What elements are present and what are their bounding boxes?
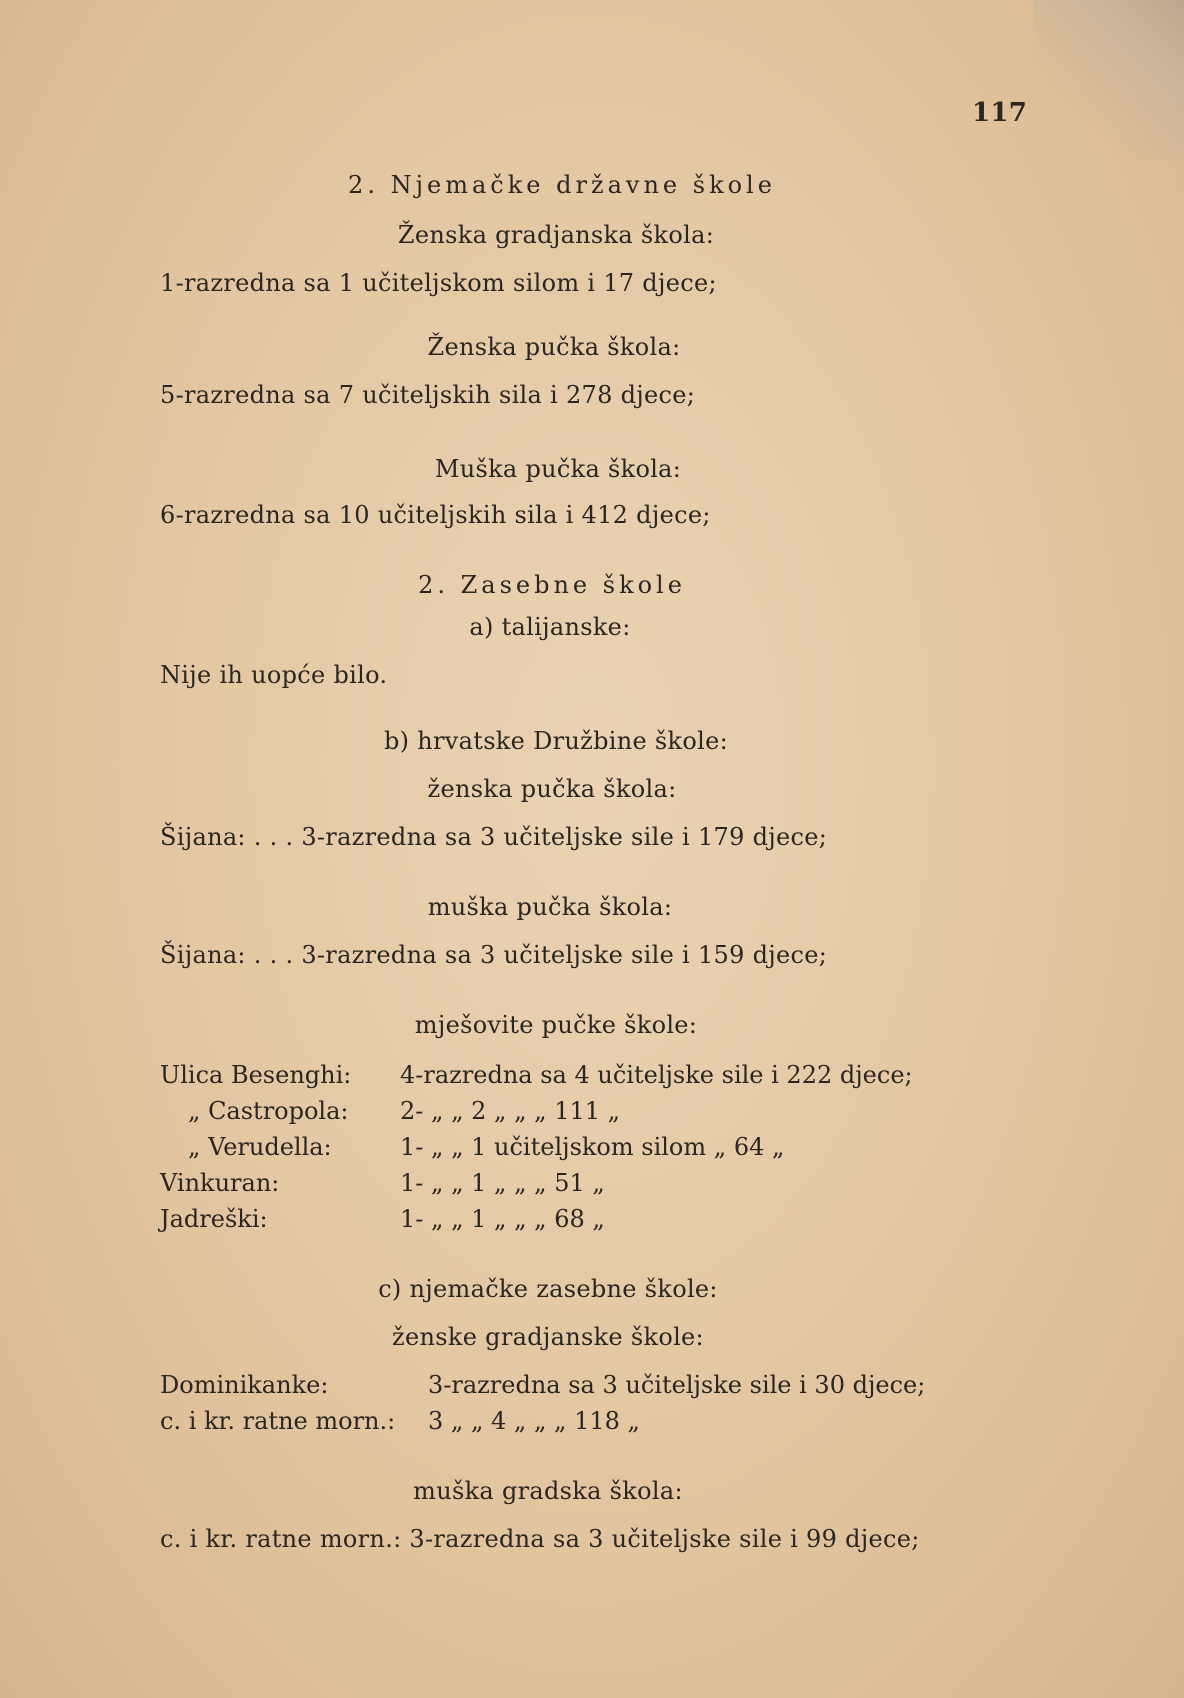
croatian-girls-school-title: ženska pučka škola: bbox=[427, 775, 677, 803]
croatian-boys-school-line: Šijana: . . . 3-razredna sa 3 učiteljske sile i 159 djece; bbox=[160, 941, 828, 969]
german-girls-civic-title: ženske gradjanske škole: bbox=[392, 1323, 704, 1351]
table-row-detail: 1- „ „ 1 „ „ „ 51 „ bbox=[400, 1169, 605, 1197]
table-row-detail: 1- „ „ 1 učiteljskom silom „ 64 „ bbox=[400, 1133, 785, 1161]
table-row-detail: 1- „ „ 1 „ „ „ 68 „ bbox=[400, 1205, 605, 1233]
girls-civic-school-line: 1-razredna sa 1 učiteljskom silom i 17 djece; bbox=[160, 269, 717, 297]
german-private-schools-title: c) njemačke zasebne škole: bbox=[378, 1275, 718, 1303]
croatian-girls-school-line: Šijana: . . . 3-razredna sa 3 učiteljske sile i 179 djece; bbox=[160, 823, 828, 851]
boys-elementary-school-title: Muška pučka škola: bbox=[434, 455, 682, 483]
boys-town-school-title: muška gradska škola: bbox=[413, 1477, 683, 1505]
table-row-place: Dominikanke: bbox=[160, 1371, 329, 1399]
table-row-detail: 3 „ „ 4 „ „ „ 118 „ bbox=[428, 1407, 640, 1435]
croatian-schools-title: b) hrvatske Družbine škole: bbox=[383, 727, 729, 755]
croatian-boys-school-title: muška pučka škola: bbox=[427, 893, 673, 921]
section-heading-private-schools: 2. Zasebne škole bbox=[418, 571, 686, 599]
girls-civic-school-title: Ženska gradjanska škola: bbox=[397, 221, 715, 249]
table-row-detail: 4-razredna sa 4 učiteljske sile i 222 djece; bbox=[400, 1061, 913, 1089]
table-row-place: Ulica Besenghi: bbox=[160, 1061, 352, 1089]
table-row-detail: 2- „ „ 2 „ „ „ 111 „ bbox=[400, 1097, 621, 1125]
table-row-place: „ Castropola: bbox=[188, 1097, 349, 1125]
girls-elementary-school-line: 5-razredna sa 7 učiteljskih sila i 278 djece; bbox=[160, 381, 696, 409]
italian-schools-title: a) talijanske: bbox=[469, 613, 631, 641]
page-number: 117 bbox=[972, 98, 1028, 128]
girls-elementary-school-title: Ženska pučka škola: bbox=[427, 333, 681, 361]
italian-schools-line: Nije ih uopće bilo. bbox=[160, 661, 388, 689]
table-row-place: c. i kr. ratne morn.: bbox=[160, 1407, 396, 1435]
table-row-place: Vinkuran: bbox=[160, 1169, 280, 1197]
table-row-place: „ Verudella: bbox=[188, 1133, 332, 1161]
boys-elementary-school-line: 6-razredna sa 10 učiteljskih sila i 412 djece; bbox=[160, 501, 711, 529]
mixed-schools-title: mješovite pučke škole: bbox=[414, 1011, 698, 1039]
boys-town-school-line: c. i kr. ratne morn.: 3-razredna sa 3 učiteljske sile i 99 djece; bbox=[160, 1525, 920, 1553]
table-row-place: Jadreški: bbox=[160, 1205, 268, 1233]
section-heading-state-schools: 2. Njemačke državne škole bbox=[348, 171, 776, 199]
table-row-detail: 3-razredna sa 3 učiteljske sile i 30 djece; bbox=[428, 1371, 926, 1399]
